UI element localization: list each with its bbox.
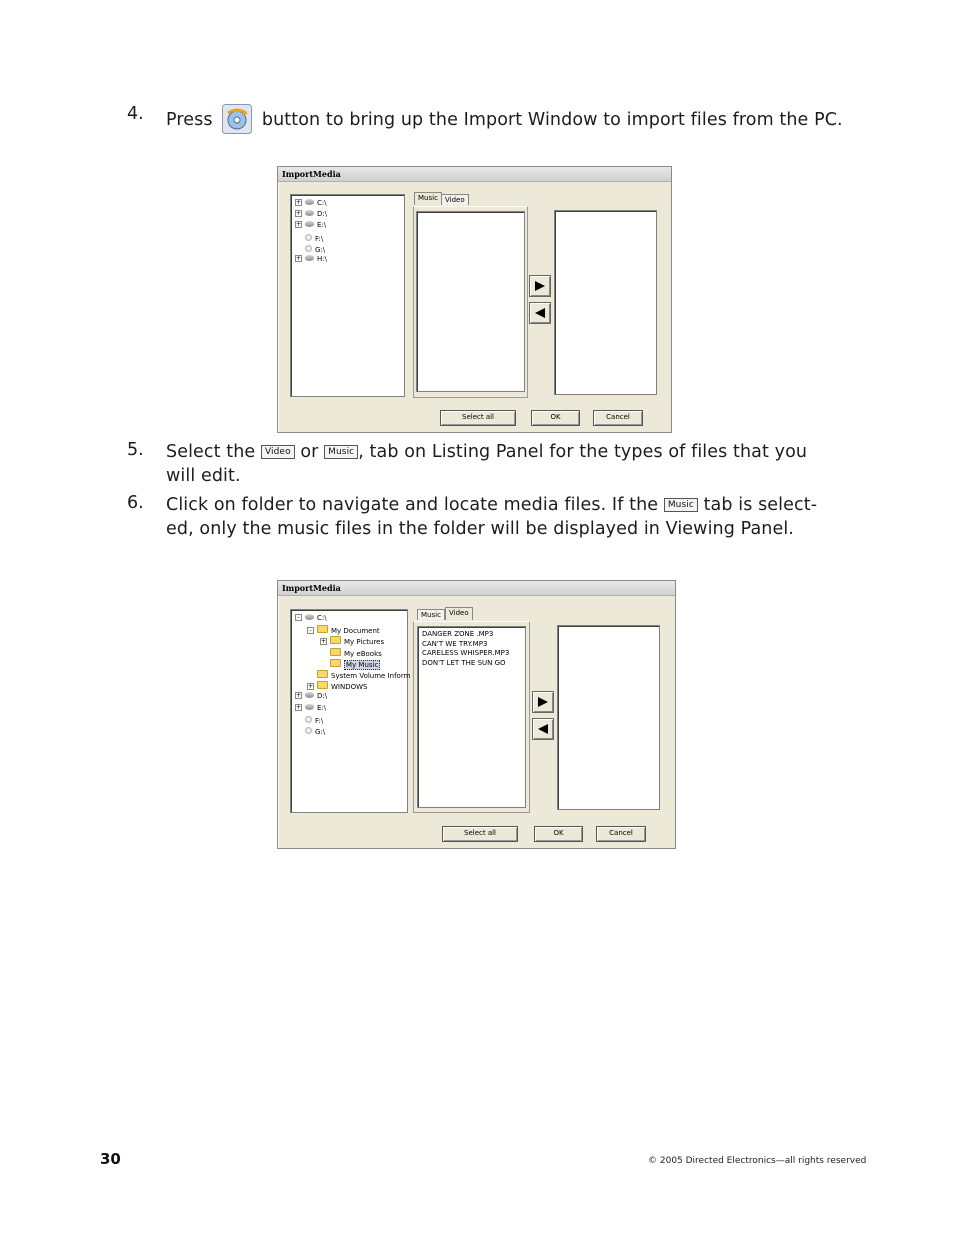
window-title: ImportMedia [278, 167, 671, 182]
cd-icon [305, 716, 312, 723]
ok-button[interactable]: OK [534, 826, 583, 842]
step-6-pre: Click on folder to navigate and locate media files. If the [166, 495, 659, 515]
select-all-button[interactable]: Select all [440, 410, 516, 426]
cd-icon [305, 727, 312, 734]
tree-item[interactable] [295, 692, 327, 701]
remove-button[interactable] [532, 718, 554, 740]
step-5-post: , tab on Listing Panel for the types of files that you [358, 442, 808, 462]
folder-icon [330, 636, 341, 644]
tree-item[interactable] [295, 199, 327, 208]
step-5-pre: Select the [166, 442, 256, 462]
tree-item-label: System Volume Inform [331, 672, 411, 680]
select-all-button[interactable]: Select all [442, 826, 518, 842]
tree-item-label: E:\ [317, 221, 327, 230]
step-4-text [166, 104, 843, 134]
tree-item-label: D:\ [317, 692, 328, 701]
tree-item[interactable] [320, 659, 380, 670]
expand-toggle-icon[interactable]: + [296, 692, 302, 700]
expand-toggle-icon[interactable]: + [296, 199, 302, 206]
tree-item-label: My eBooks [344, 649, 382, 658]
cancel-button[interactable]: Cancel [596, 826, 646, 842]
file-list-item[interactable]: CAN'T WE TRY.MP3 [422, 639, 488, 648]
tree-item-label: WINDOWS [331, 683, 368, 692]
step-number: 6. [127, 493, 144, 513]
tab-music[interactable]: Music [414, 192, 442, 205]
add-button[interactable] [529, 275, 551, 297]
page-number: 30 [100, 1150, 121, 1168]
listing-panel[interactable] [417, 626, 526, 808]
cd-icon [305, 234, 312, 241]
expand-toggle-icon[interactable]: + [321, 638, 327, 646]
expand-toggle-icon[interactable]: + [296, 210, 302, 218]
tree-item-label: C:\ [317, 614, 327, 622]
import-media-icon [222, 104, 252, 134]
step-5-text [166, 440, 836, 464]
inline-video-tab: Video [261, 445, 295, 459]
drive-icon [305, 210, 314, 216]
expand-toggle-icon[interactable]: - [307, 627, 314, 634]
folder-icon [330, 659, 341, 667]
step-number: 4. [127, 104, 144, 124]
remove-button[interactable] [529, 302, 551, 324]
step-4-post: button to bring up the Import Window to import files from the PC. [261, 110, 843, 130]
drive-icon [305, 614, 314, 620]
tree-item-label: My Music [346, 660, 379, 669]
tree-item-label: H:\ [317, 255, 327, 263]
arrow-left-icon [537, 723, 549, 735]
expand-toggle-icon[interactable]: + [296, 703, 302, 711]
tree-item[interactable] [307, 625, 380, 636]
step-6-text [166, 493, 836, 517]
import-media-window [277, 580, 676, 849]
tree-item[interactable] [295, 210, 327, 219]
folder-icon [317, 625, 328, 633]
tab-video[interactable]: Video [441, 194, 469, 205]
expand-toggle-icon[interactable]: + [308, 683, 314, 691]
expand-toggle-icon[interactable]: - [295, 614, 302, 621]
expand-toggle-icon[interactable]: + [296, 255, 302, 262]
file-list-item[interactable]: DANGER ZONE .MP3 [422, 630, 494, 638]
expand-toggle-icon[interactable]: + [296, 221, 302, 229]
folder-icon [330, 648, 341, 656]
tree-item-label: E:\ [317, 703, 327, 712]
tree-item[interactable] [295, 244, 325, 255]
inline-music-tab: Music [664, 498, 698, 512]
ok-button[interactable]: OK [531, 410, 580, 426]
drive-icon [305, 704, 314, 710]
tree-item-label: My Document [331, 627, 380, 636]
step-5-mid: or [300, 442, 319, 462]
tree-item-label: C:\ [317, 199, 327, 207]
drive-icon [305, 255, 314, 261]
listing-panel[interactable] [416, 211, 525, 392]
file-list-item[interactable]: DON'T LET THE SUN GO [422, 658, 506, 667]
file-list-item[interactable]: CARELESS WHISPER.MP3 [422, 649, 510, 658]
folder-icon [317, 681, 328, 689]
tree-item[interactable] [320, 648, 382, 659]
tree-item-label: F:\ [315, 234, 324, 243]
tree-item[interactable] [295, 704, 326, 713]
arrow-left-icon [534, 307, 546, 319]
add-button[interactable] [532, 691, 554, 713]
inline-music-tab: Music [324, 445, 358, 459]
copyright: © 2005 Directed Electronics—all rights reserved [648, 1156, 867, 1166]
step-number: 5. [127, 440, 144, 460]
viewing-panel[interactable] [554, 210, 657, 395]
tree-item[interactable] [295, 614, 327, 623]
tree-item-label: F:\ [315, 716, 324, 725]
tree-item[interactable] [295, 255, 327, 264]
window-title: ImportMedia [278, 581, 675, 596]
tree-item[interactable] [295, 726, 325, 737]
step-6-post: tab is select- [703, 495, 818, 515]
drive-icon [305, 199, 314, 205]
drive-icon [305, 692, 314, 698]
step-4-pre: Press [166, 110, 213, 130]
tab-video[interactable]: Video [445, 607, 473, 620]
folder-tree-panel[interactable] [290, 194, 405, 397]
import-media-window [277, 166, 672, 433]
tree-item[interactable] [307, 670, 410, 681]
arrow-right-icon [537, 696, 549, 708]
cancel-button[interactable]: Cancel [593, 410, 643, 426]
step-5-cont: will edit. [166, 466, 241, 486]
tree-item-label: My Pictures [344, 638, 385, 647]
tab-music[interactable]: Music [417, 609, 445, 620]
tree-item-label: D:\ [317, 210, 328, 219]
folder-tree-panel[interactable] [290, 609, 411, 813]
tree-item[interactable] [295, 715, 323, 726]
viewing-panel[interactable] [557, 625, 660, 810]
cd-icon [305, 245, 312, 252]
tree-item-label: G:\ [315, 245, 326, 254]
folder-icon [317, 670, 328, 678]
tree-item[interactable] [295, 233, 323, 244]
tree-item-label: G:\ [315, 728, 326, 736]
tree-item[interactable] [320, 636, 384, 647]
tree-item[interactable] [307, 681, 368, 692]
step-6-cont: ed, only the music files in the folder will be displayed in Viewing Panel. [166, 519, 794, 539]
arrow-right-icon [534, 280, 546, 292]
drive-icon [305, 221, 314, 227]
tree-item[interactable] [295, 221, 326, 230]
